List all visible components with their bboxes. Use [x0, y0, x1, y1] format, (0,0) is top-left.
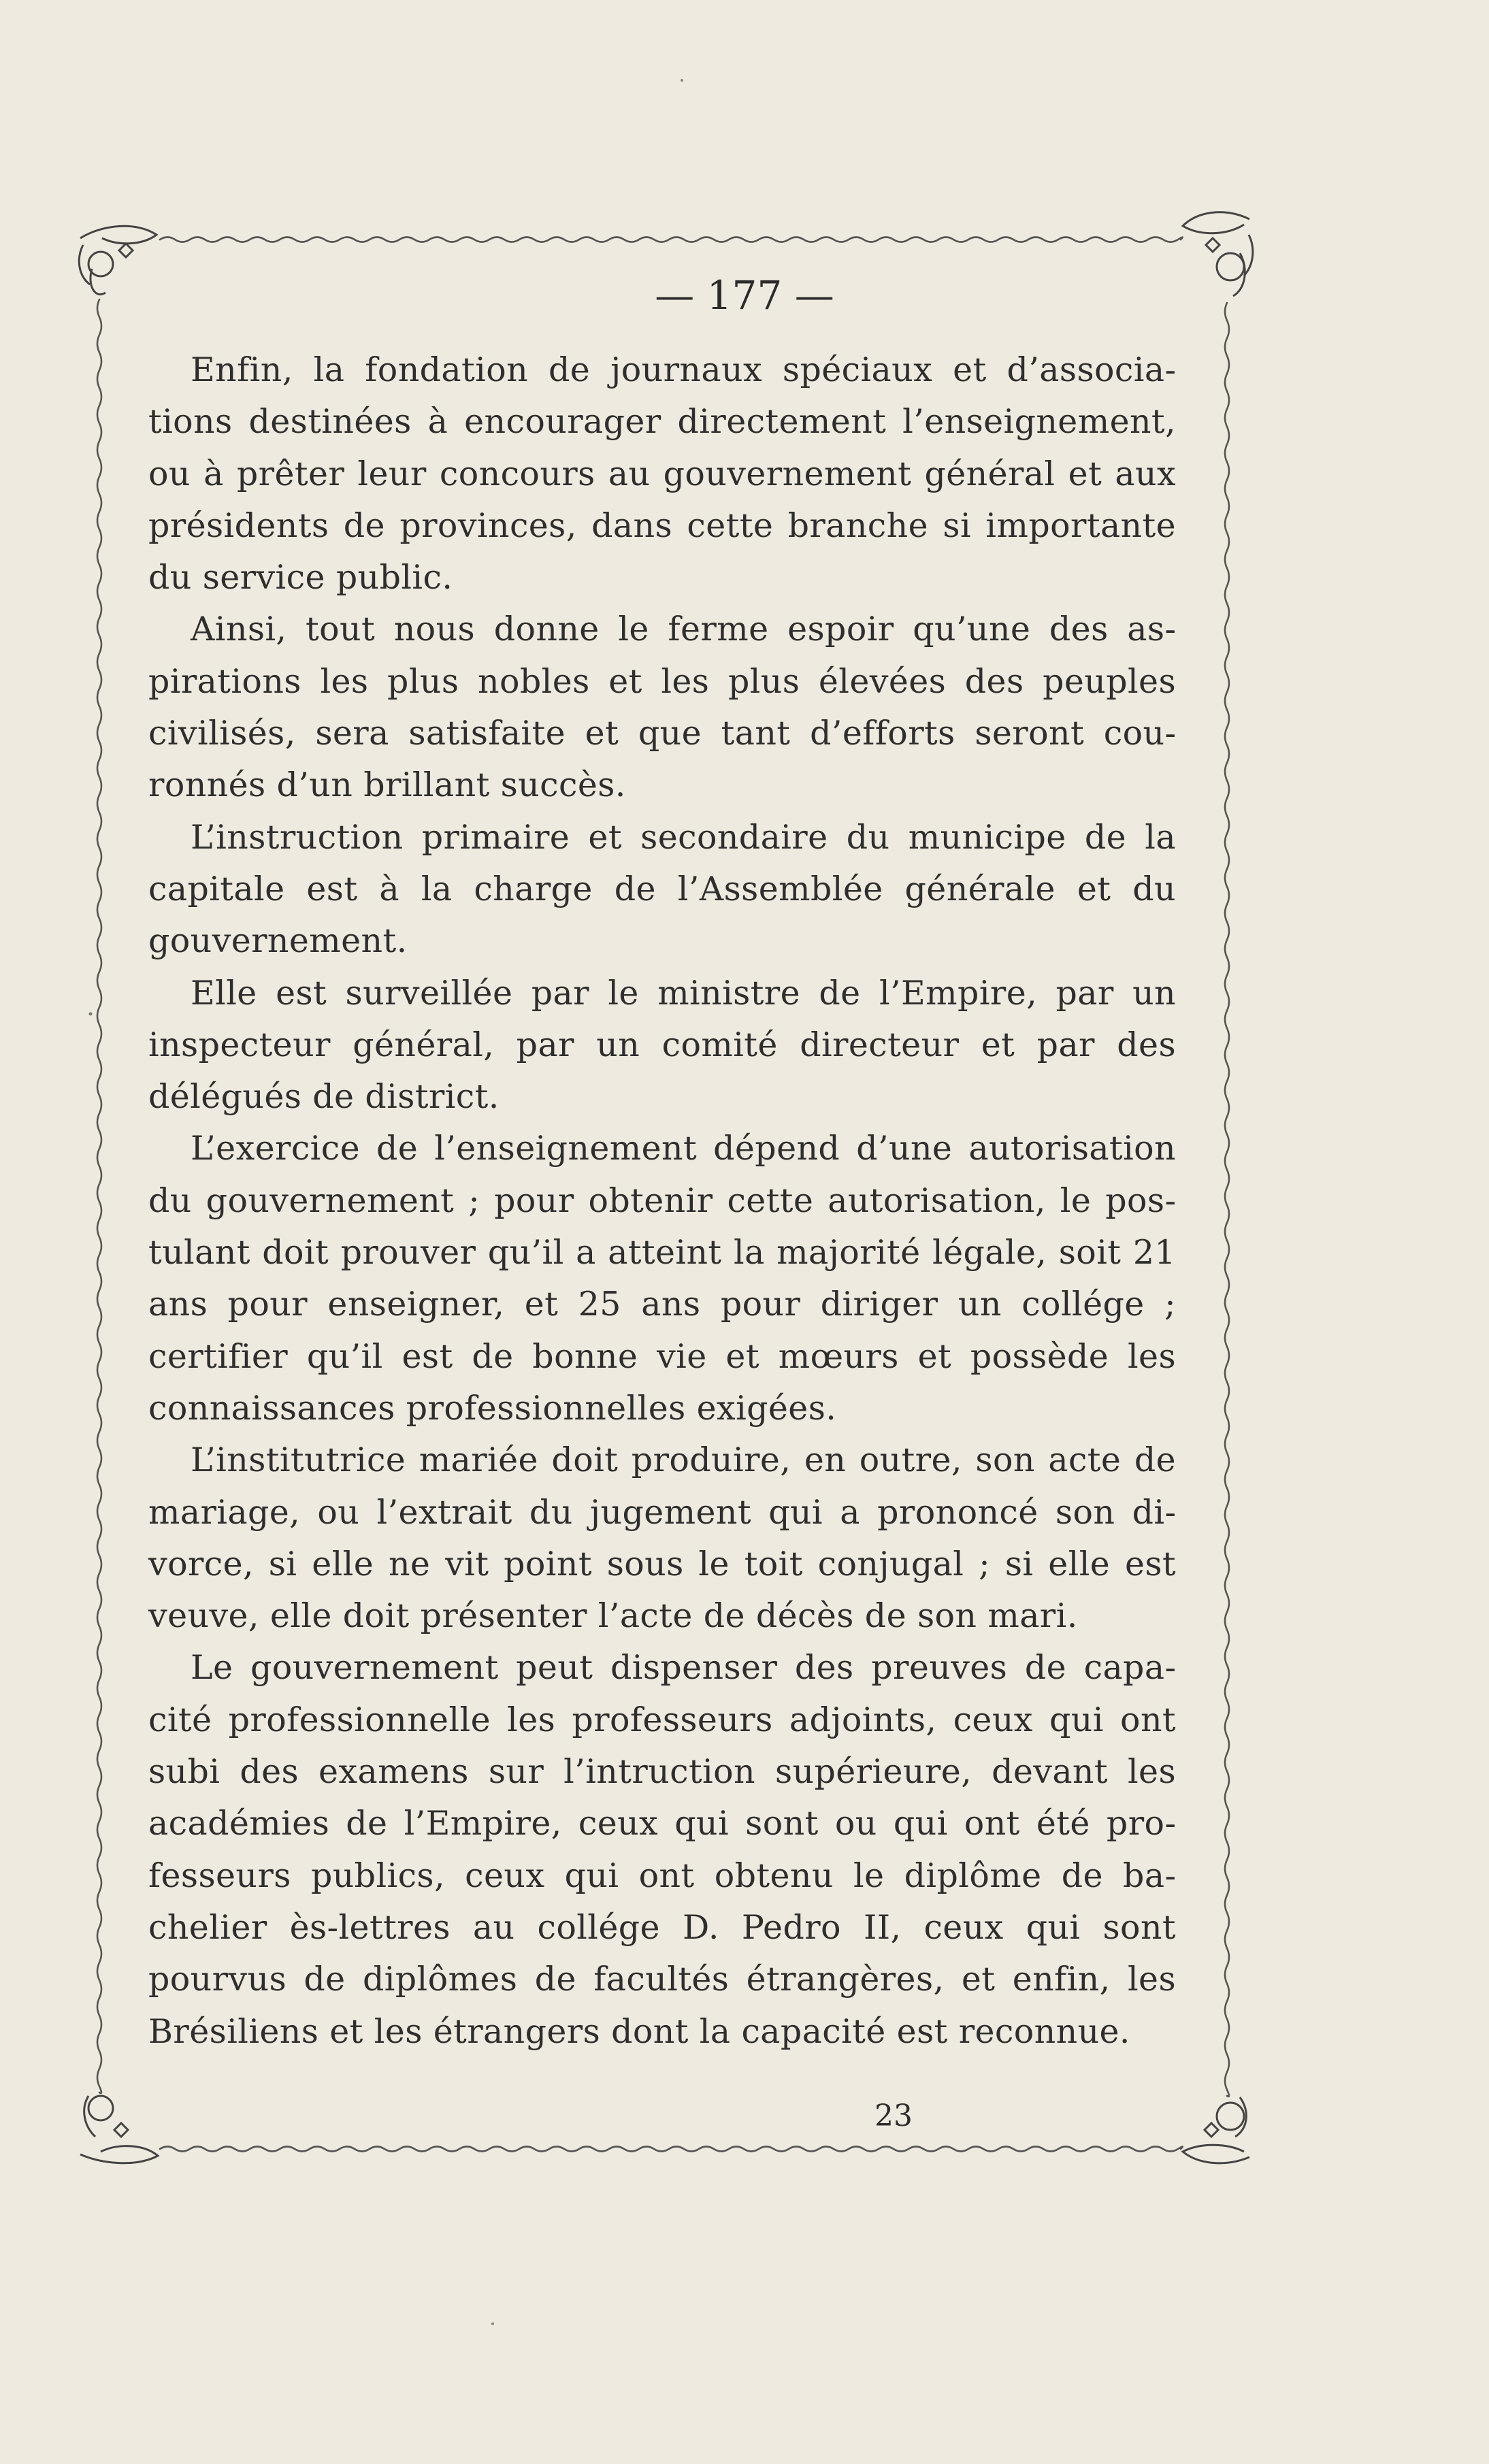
paragraph: L’exercice de l’enseignement dépend d’une autorisation du gouvernement ; pour obtenir cette autorisation, le postulant doit prouver qu’il a atteint la majorité légale, soit 21 ans pour enseigner, et 25 ans pour diriger un collége ; certifier qu’il est de bonne vie et mœurs et possède les connaissances professionnelles exigées. [148, 1129, 1176, 1428]
body-text [148, 344, 1176, 2058]
paragraph: Enfin, la fondation de journaux spéciaux et d’associations destinées à encourager directement l’enseignement, ou à prêter leur concours au gouvernement général et aux présidents de provinces, dans cette branche si importante du service public. [148, 350, 1176, 597]
top-wavy-rule [160, 237, 1183, 242]
paragraph: Elle est surveillée par le ministre de l’Empire, par un inspecteur général, par un comité directeur et par des délégués de district. [148, 973, 1176, 1117]
paragraph: L’instruction primaire et secondaire du municipe de la capitale est à la charge de l’Assemblée générale et du gouvernement. [148, 817, 1176, 961]
page-number: — 177 — [655, 272, 834, 318]
paper-speck [89, 1013, 93, 1016]
paragraph: Ainsi, tout nous donne le ferme espoir qu’une des aspirations les plus nobles et les plus élevées des peuples civilisés, sera satisfaite et que tant d’efforts seront couronnés d’un brillant succès. [148, 610, 1176, 805]
paper-speck [681, 79, 683, 82]
bottom-wavy-rule [160, 2147, 1183, 2152]
right-wavy-rule [1225, 303, 1229, 2097]
signature-mark: 23 [874, 2099, 913, 2133]
paragraph: Le gouvernement peut dispenser des preuves de capacité professionnelle les professeurs adjoints, ceux qui ont subi des examens sur l’intruction supérieure, devant les académies de l’Empire, ceux qui sont ou qui ont été professeurs publics, ceux qui ont obtenu le diplôme de bachelier ès-lettres au collége D. Pedro II, ceux qui sont pourvus de diplômes de facultés étrangères, et enfin, les Brésiliens et les étrangers dont la capacité est reconnue. [148, 1648, 1176, 2051]
paper-speck [491, 2322, 494, 2325]
left-wavy-rule [97, 299, 101, 2093]
corner-ornament-bottom-right [1183, 2097, 1249, 2163]
corner-ornament-bottom-left [80, 2096, 158, 2163]
paragraph: L’institutrice mariée doit produire, en outre, son acte de mariage, ou l’extrait du jugement qui a prononcé son divorce, si elle ne vit point sous le toit conjugal ; si elle est veuve, elle doit présenter l’acte de décès de son mari. [148, 1441, 1176, 1636]
